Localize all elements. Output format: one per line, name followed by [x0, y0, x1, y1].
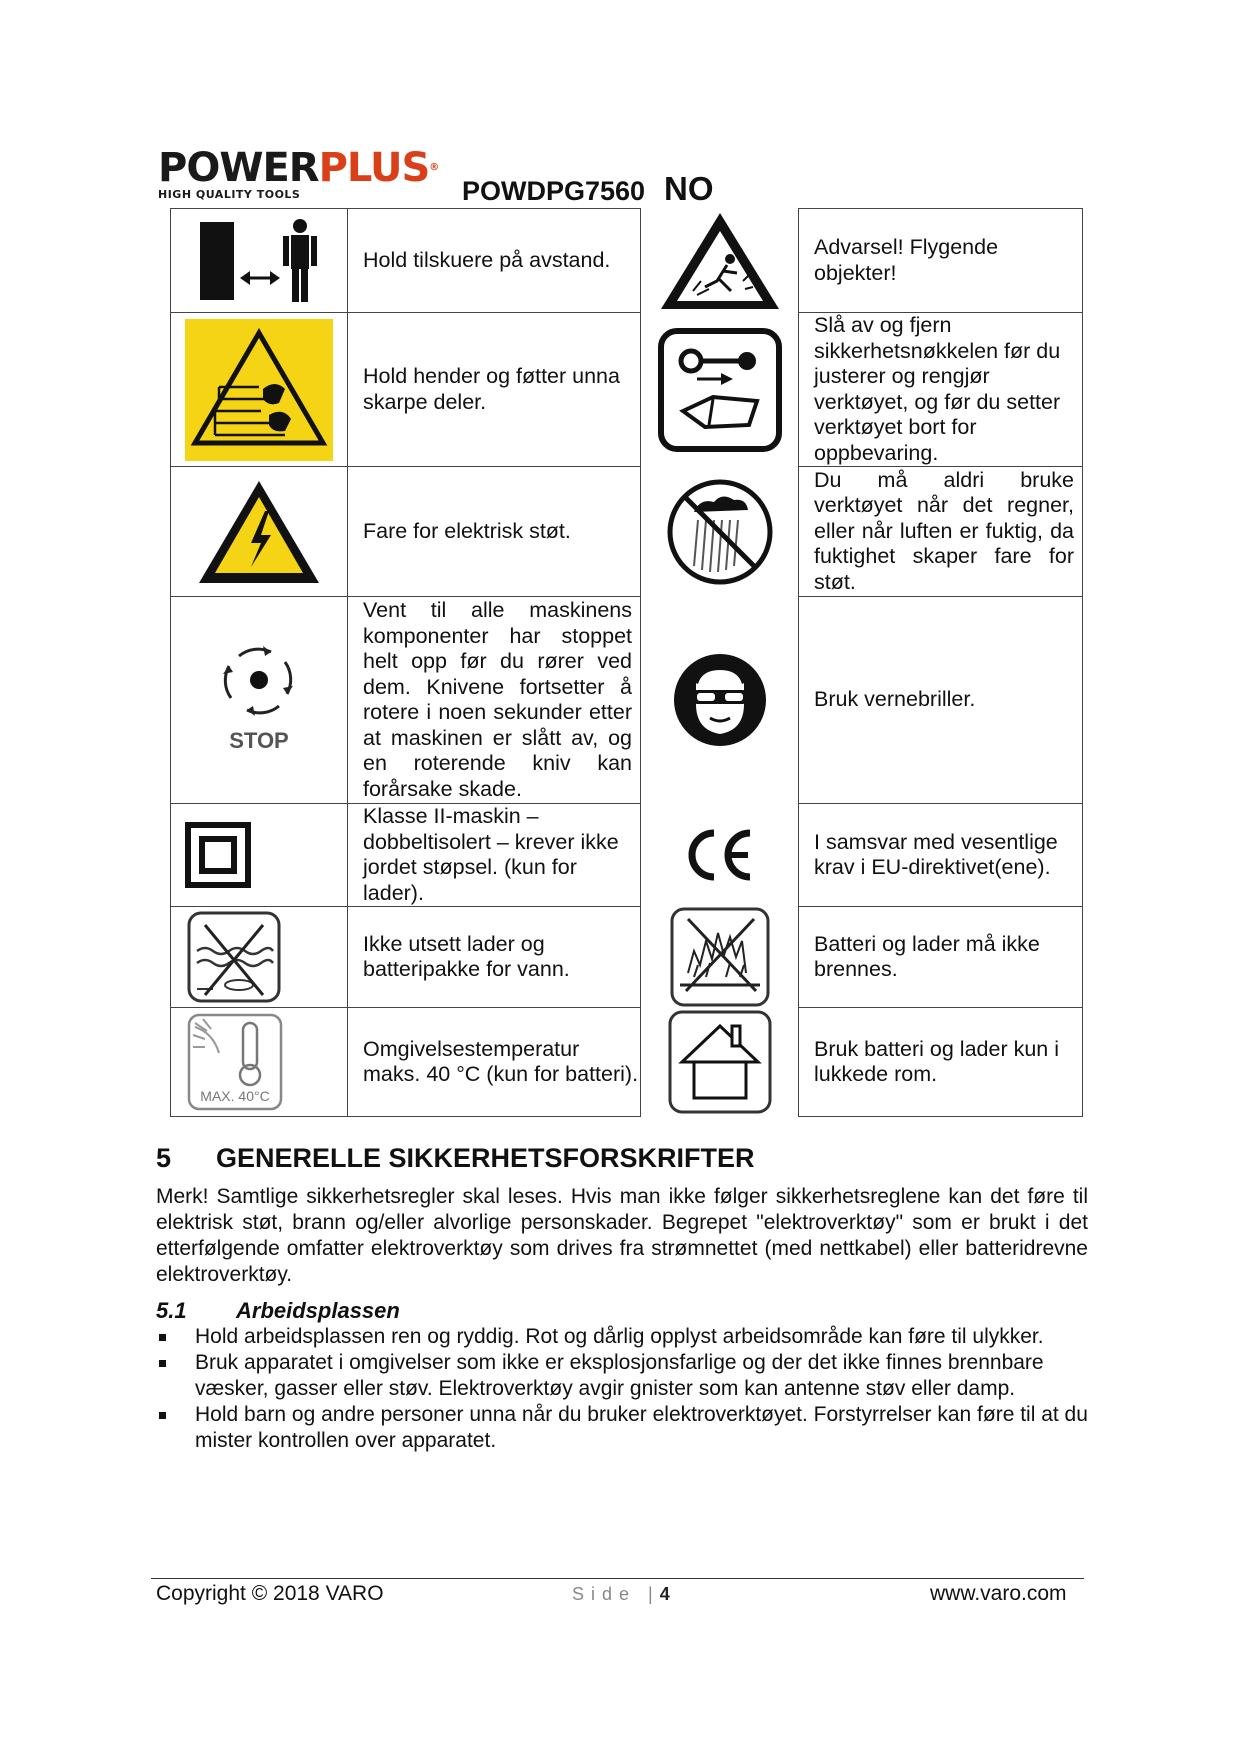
symbol-cell	[641, 597, 799, 804]
symbol-cell	[171, 209, 348, 313]
blade-stop-label: STOP	[229, 728, 289, 753]
symbol-description: Vent til alle maskinens komponenter har stoppet helt opp før du rører ved dem. Knivene fortsetter å rotere i noen sekunder etter at maskinen er slått av, og en roterende kniv kan forårsake skade.	[348, 597, 641, 804]
symbol-description: Ikke utsett lader og batteripakke for vann.	[348, 907, 641, 1008]
symbol-description: Slå av og fjern sikkerhetsnøkkelen før du justerer og rengjør verktøyet, og før du setter verktøyet bort for oppbevaring.	[799, 313, 1083, 467]
symbol-description: Omgivelsestemperatur maks. 40 °C (kun for batteri).	[348, 1008, 641, 1117]
symbol-description: Bruk batteri og lader kun i lukkede rom.	[799, 1008, 1083, 1117]
remove-key-manual-icon	[657, 327, 783, 453]
symbol-cell	[641, 1008, 799, 1117]
symbol-cell	[171, 597, 348, 804]
table-row	[171, 313, 1083, 467]
bullet-list	[158, 1324, 1088, 1454]
no-rain-icon	[664, 476, 776, 588]
blade-stop-icon	[209, 640, 309, 760]
table-row	[171, 907, 1083, 1008]
table-row	[171, 597, 1083, 804]
no-water-exposure-icon	[187, 911, 281, 1003]
table-row	[171, 1008, 1083, 1117]
list-item: Hold arbeidsplassen ren og ryddig. Rot og dårlig opplyst arbeidsområde kan føre til ulykker.	[158, 1324, 1088, 1350]
footer-copyright: Copyright © 2018 VARO	[156, 1582, 384, 1605]
symbol-cell	[641, 313, 799, 467]
table-row	[171, 804, 1083, 907]
symbol-cell	[171, 804, 348, 907]
page-label: Side |	[572, 1584, 660, 1604]
symbol-cell	[641, 804, 799, 907]
brand-logo	[158, 145, 448, 204]
safety-goggles-icon	[672, 652, 768, 748]
symbol-description: Hold tilskuere på avstand.	[348, 209, 641, 313]
list-item: Hold barn og andre personer unna når du bruker elektroverktøyet. Forstyrrelser kan føre til at du mister kontrollen over apparatet.	[158, 1402, 1088, 1454]
symbol-description: Advarsel! Flygende objekter!	[799, 209, 1083, 313]
subsection-title: Arbeidsplassen	[236, 1298, 400, 1323]
symbol-cell	[171, 467, 348, 597]
symbol-cell	[641, 907, 799, 1008]
max-temperature-label: MAX. 40°C	[200, 1088, 270, 1104]
page-number: 4	[659, 1584, 670, 1604]
model-number: POWDPG7560	[462, 176, 646, 206]
symbol-description: Hold hender og føtter unna skarpe deler.	[348, 313, 641, 467]
section-intro: Merk! Samtlige sikkerhetsregler skal leses. Hvis man ikke følger sikkerhetsreglene kan det føre til elektrisk støt, brann og/eller alvorlige personskader. Begrepet "elektroverktøy" som er brukt i det etterfølgende omfatter elektroverktøy som drives fra strømnettet (med nettkabel) eller batteridrevne elektroverktøy.	[156, 1185, 1088, 1286]
electric-shock-warning-icon	[195, 477, 323, 587]
section-title: GENERELLE SIKKERHETSFORSKRIFTER	[216, 1143, 755, 1173]
symbol-description: I samsvar med vesentlige krav i EU-direktivet(ene).	[799, 804, 1083, 907]
symbol-description: Batteri og lader må ikke brennes.	[799, 907, 1083, 1008]
keep-bystanders-away-icon	[194, 216, 324, 306]
no-burning-icon	[670, 907, 770, 1007]
symbol-cell	[171, 313, 348, 467]
section-heading	[156, 1143, 755, 1174]
subsection-heading	[156, 1298, 400, 1324]
symbol-description: Fare for elektrisk støt.	[348, 467, 641, 597]
language-code: NO	[664, 170, 714, 207]
brand-tagline: HIGH QUALITY TOOLS	[158, 188, 301, 201]
max-temperature-icon	[187, 1013, 283, 1111]
subsection-number: 5.1	[156, 1298, 187, 1323]
ce-mark-icon	[684, 827, 756, 883]
sharp-parts-warning-icon	[185, 319, 333, 461]
section-number: 5	[156, 1143, 172, 1173]
indoor-use-only-icon	[668, 1010, 772, 1114]
symbol-table	[170, 208, 1083, 1117]
list-item: Bruk apparatet i omgivelser som ikke er eksplosjonsfarlige og der det ikke finnes brennbare væsker, gasser eller støv. Elektroverktøy avgir gnister som kan antenne støv eller damp.	[158, 1350, 1088, 1402]
symbol-cell	[171, 907, 348, 1008]
brand-name: POWERPLUS®	[158, 145, 439, 191]
symbol-description: Du må aldri bruke verktøyet når det regner, eller når luften er fuktig, da fuktighet skaper fare for støt.	[799, 467, 1083, 597]
flying-objects-warning-icon	[657, 209, 783, 313]
symbol-cell	[641, 467, 799, 597]
class-ii-double-insulation-icon	[185, 822, 251, 888]
footer-page	[572, 1584, 670, 1605]
symbol-cell	[641, 209, 799, 313]
table-row	[171, 467, 1083, 597]
symbol-description: Bruk vernebriller.	[799, 597, 1083, 804]
footer-website[interactable]: www.varo.com	[930, 1582, 1067, 1605]
symbol-description: Klasse II-maskin – dobbeltisolert – krever ikke jordet støpsel. (kun for lader).	[348, 804, 641, 907]
table-row	[171, 209, 1083, 313]
footer-divider	[151, 1578, 1084, 1579]
symbol-cell	[171, 1008, 348, 1117]
